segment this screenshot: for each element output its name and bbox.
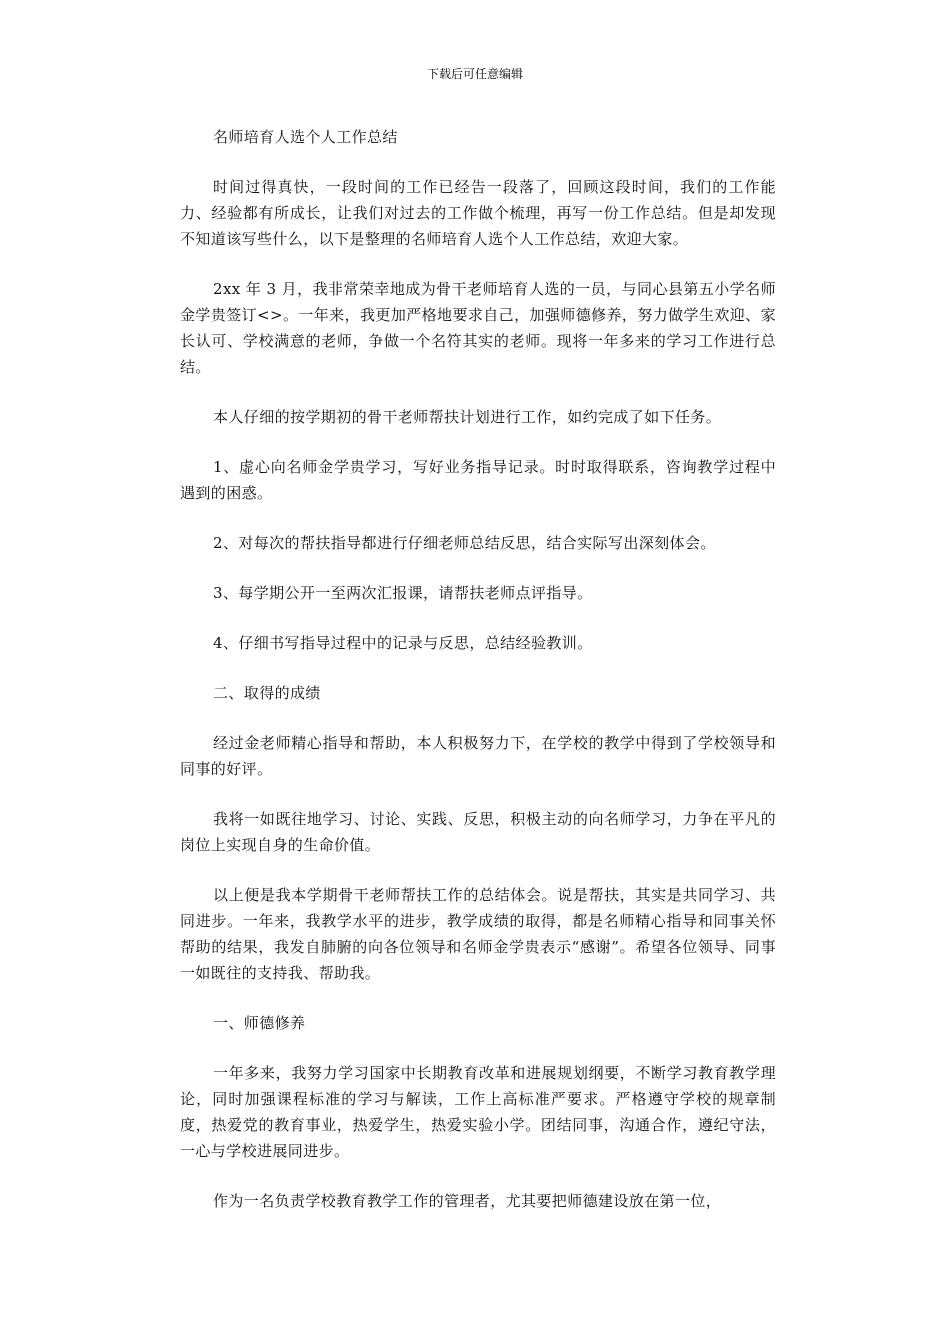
paragraph-summary: 以上便是我本学期骨干老师帮扶工作的总结体会。说是帮扶，其实是共同学习、共同进步。一年来，我教学水平的进步，教学成绩的取得，都是名师精心指导和同事关怀帮助的结果，我发自肺腑的向各位领导和名师金学贵表示“感谢”。希望各位领导、同事一如既往的支持我、帮助我。 (180, 886, 776, 982)
section-heading-achievements: 二、取得的成绩 (213, 684, 321, 702)
paragraph-achievement-2: 我将一如既往地学习、讨论、实践、反思，积极主动的向名师学习，力争在平凡的岗位上实现自身的生命价值。 (180, 810, 776, 854)
paragraph-intro: 时间过得真快，一段时间的工作已经告一段落了，回顾这段时间，我们的工作能力、经验都有所成长，让我们对过去的工作做个梳理，再写一份工作总结。但是却发现不知道该写些什么，以下是整理的名师培育人选个人工作总结，欢迎大家。 (180, 178, 776, 248)
document-title: 名师培育人选个人工作总结 (213, 128, 398, 146)
paragraph-task-4: 4、仔细书写指导过程中的记录与反思，总结经验教训。 (213, 634, 593, 652)
paragraph-ethics-2: 作为一名负责学校教育教学工作的管理者，尤其要把师德建设放在第一位， (213, 1192, 722, 1210)
paragraph-task-2: 2、对每次的帮扶指导都进行仔细老师总结反思，结合实际写出深刻体会。 (213, 534, 716, 552)
section-heading-ethics: 一、师德修养 (213, 1014, 306, 1032)
paragraph-tasks-intro: 本人仔细的按学期初的骨干老师帮扶计划进行工作，如约完成了如下任务。 (213, 408, 722, 426)
paragraph-ethics-1: 一年多来，我努力学习国家中长期教育改革和进展规划纲要，不断学习教育教学理论，同时加强课程标准的学习与解读，工作上高标准严要求。严格遵守学校的规章制度，热爱党的教育事业，热爱学生，热爱实验小学。团结同事，沟通合作，遵纪守法，一心与学校进展同进步。 (180, 1064, 776, 1160)
document-body (180, 124, 776, 1238)
paragraph-background: 2xx 年 3 月，我非常荣幸地成为骨干老师培育人选的一员，与同心县第五小学名师金学贵签订<>。一年来，我更加严格地要求自己，加强师德修养，努力做学生欢迎、家长认可、学校满意的老师，争做一个名符其实的老师。现将一年多来的学习工作进行总结。 (180, 280, 776, 376)
paragraph-task-1: 1、虚心向名师金学贵学习，写好业务指导记录。时时取得联系，咨询教学过程中遇到的困惑。 (180, 458, 776, 502)
header-note: 下载后可任意编辑 (426, 67, 523, 81)
paragraph-task-3: 3、每学期公开一至两次汇报课，请帮扶老师点评指导。 (213, 584, 593, 602)
paragraph-achievement-1: 经过金老师精心指导和帮助，本人积极努力下，在学校的教学中得到了学校领导和同事的好评。 (180, 734, 776, 778)
